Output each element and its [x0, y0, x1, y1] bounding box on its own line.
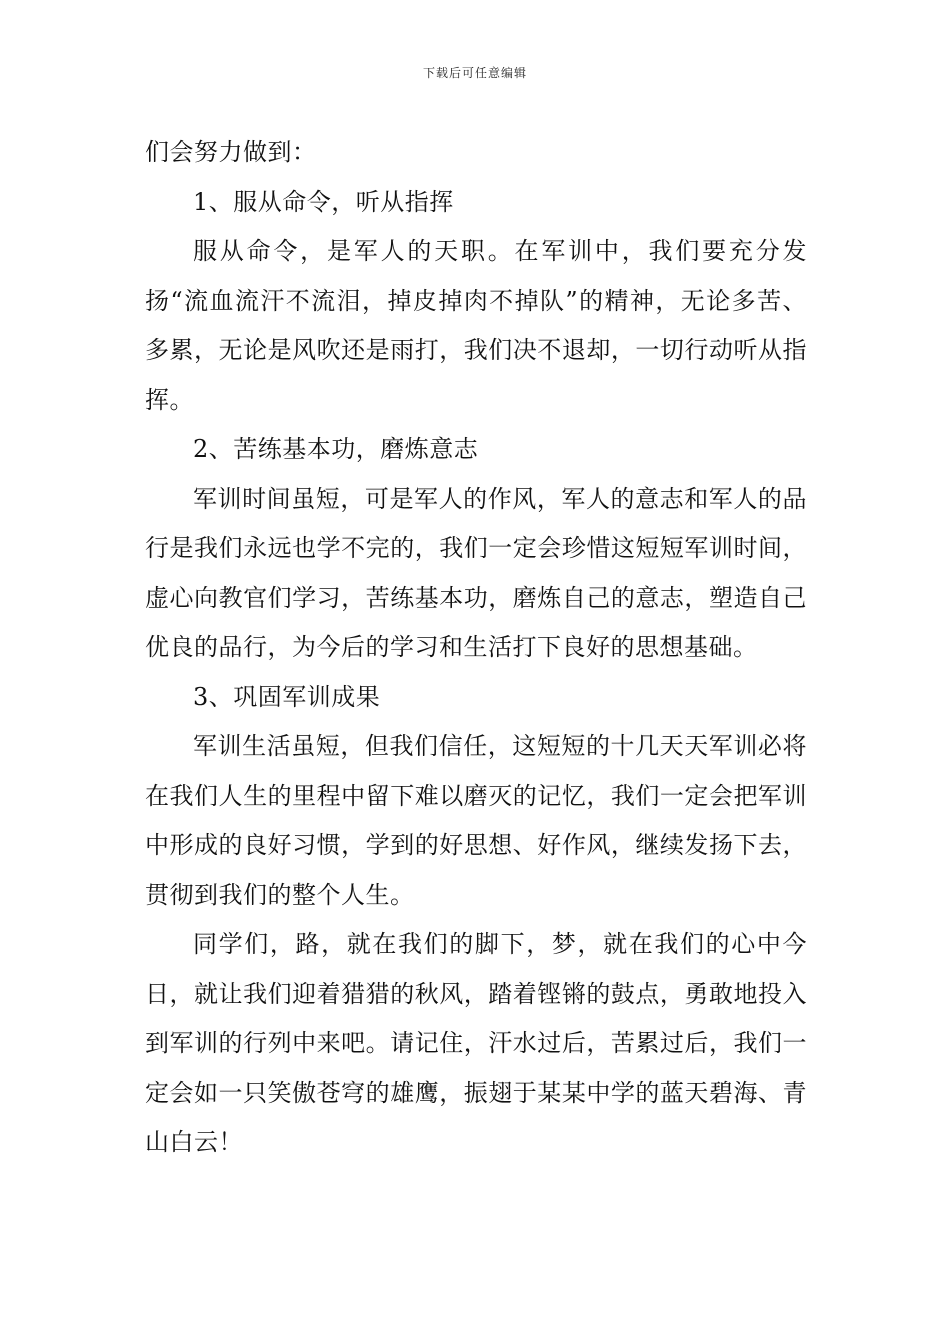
document-body: [145, 128, 807, 1168]
paragraph-consolidate-results: 军训生活虽短，但我们信任，这短短的十几天天军训必将在我们人生的里程中留下难以磨灭的记忆，我们一定会把军训中形成的良好习惯，学到的好思想、好作风，继续发扬下去，贯彻到我们的整个人生。: [145, 732, 807, 909]
paragraph-basic-skills: 军训时间虽短，可是军人的作风，军人的意志和军人的品行是我们永远也学不完的，我们一定会珍惜这短短军训时间，虚心向教官们学习，苦练基本功，磨炼自己的意志，塑造自己优良的品行，为今后的学习和生活打下良好的思想基础。: [145, 484, 807, 661]
section-heading-2: 2、苦练基本功，磨炼意志: [193, 435, 479, 463]
paragraph-obey-orders: 服从命令，是军人的天职。在军训中，我们要充分发扬“流血流汗不流泪，掉皮掉肉不掉队”的精神，无论多苦、多累，无论是风吹还是雨打，我们决不退却，一切行动听从指挥。: [145, 237, 807, 414]
section-heading-3: 3、巩固军训成果: [193, 682, 381, 711]
paragraph-closing: 同学们，路，就在我们的脚下，梦，就在我们的心中今日，就让我们迎着猎猎的秋风，踏着铿锵的鼓点，勇敢地投入到军训的行列中来吧。请记住，汗水过后，苦累过后，我们一定会如一只笑傲苍穹的雄鹰，振翅于某某中学的蓝天碧海、青山白云！: [145, 930, 807, 1156]
section-heading-1: 1、服从命令，听从指挥: [193, 187, 454, 216]
paragraph-continuation: 们会努力做到：: [145, 138, 317, 166]
page-header: 下载后可任意编辑: [422, 66, 527, 80]
